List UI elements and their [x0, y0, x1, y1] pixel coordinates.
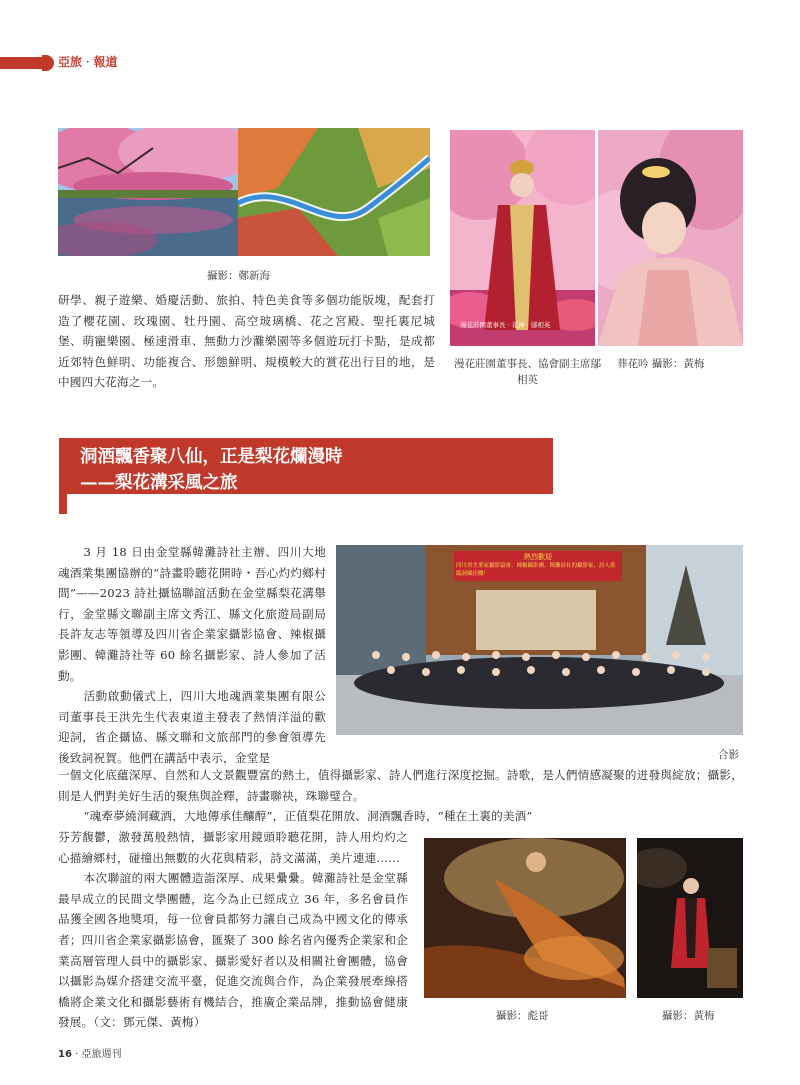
hanfu-portrait-photo [450, 130, 595, 346]
article-paragraph-2: 活動啟動儀式上，四川大地魂酒業集團有限公司董事長王洪先生代表東道主發表了熱情洋溢的歡迎詞，省企攝協、縣文聯和文旅部門的參會領導先後致詞祝賀。他們在講話中表示，金堂是 [58, 689, 326, 765]
article-column [58, 542, 326, 769]
article-paragraph-2-cont: 一個文化底蘊深厚、自然和人文景觀豐富的熱土，值得攝影家、詩人們進行深度挖掘。詩歌，是人們情感凝聚的迸發與綻放；攝影，則是人們對美好生活的聚焦與詮釋，詩畫聯袂，珠聯璧合。 [58, 768, 743, 803]
header-accent-tab [42, 55, 54, 71]
group-photo-sign-2: 四川省企業家攝影協會、辣椒攝影團、韓灘詩社的攝影家、詩人蒞臨洞藏佳釀！ [456, 563, 616, 577]
bottom-photo-caption-1: 攝影：彪哥 [496, 1010, 549, 1022]
article-paragraph-1: 3 月 18 日由金堂縣韓灘詩社主辦、四川大地魂酒業集團協辦的“詩畫聆聽花開時・吾心灼灼鄉村間”——2023 詩社攝協聯誼活動在金堂縣梨花溝舉行，金堂縣文聯副主席文秀江、縣文化旅遊局副局長許友志等領導及四川省企業家攝影協會、辣椒攝影團、韓灘詩社等 60 餘名攝影家、詩人參加了活動。 [58, 545, 326, 683]
article-bottom-column [58, 827, 408, 1033]
magazine-name: 亞旅週刊 [81, 1049, 122, 1060]
bottom-photo-caption-2: 攝影：黃梅 [662, 1010, 715, 1022]
page-number: 16 [58, 1049, 72, 1060]
cherry-lake-photo [58, 128, 238, 256]
column-name: 報道 [93, 55, 118, 69]
red-dress-portrait-photo [637, 838, 743, 998]
intro-paragraph-text: 研學、親子遊樂、婚慶活動、旅拍、特色美食等多個功能版塊，配套打造了櫻花園、玫瑰園、牡丹園、高空玻璃橋、花之宮殿、聖托裏尼城堡、萌寵樂園、極速滑車、無動力沙灘樂園等多個遊玩打卡點，是成都近郊特色鮮明、功能複合、形態鮮明、規模較大的賞花出行目的地，是中國四大花海之一。 [58, 293, 435, 390]
photo-overlay-text: 漫花莊園董事長 · 花神 · 鄔相英 [460, 321, 551, 329]
article-continuation [58, 765, 743, 827]
article-paragraph-4: 本次聯誼的兩大團體造詣深厚、成果纍纍。韓灘詩社是金堂縣最早成立的民間文學團體，迄今為止已經成立 36 年，多名會員作品獲全國各地獎項，每一位會員都努力讓自己成為中國文化的傳承者；四川省企業家攝影協會，匯聚了 300 餘名省內優秀企業家和企業高層管理人員中的攝影家、攝影愛好者以及相關社會團體，協會以攝影為媒介搭建交流平臺，促進交流與合作，為企業發展牽線搭橋將企業文化和攝影藝術有機結合，推廣企業品牌，推動協會健康發展。（文：鄧元傑、黃梅） [58, 871, 408, 1030]
header-accent-bar [0, 57, 42, 69]
liquor-pour-photo [424, 838, 626, 998]
page-footer [58, 1045, 121, 1060]
banner-subtitle: ——梨花溝采風之旅 [80, 473, 238, 493]
intro-paragraph [58, 290, 435, 393]
section-header [58, 53, 118, 70]
section-name: 亞旅 [58, 55, 83, 69]
footer-dot: · [75, 1049, 79, 1060]
banner-title: 洞酒飄香聚八仙，正是梨花爛漫時 [80, 447, 343, 467]
aerial-flower-fields-photo [238, 128, 430, 256]
right-photo-caption-2: 葬花吟 攝影：黃梅 [617, 358, 705, 370]
article-paragraph-3: “魂牽夢繞洞藏酒，大地傳承佳釀醇”，正值梨花開放、洞酒飄香時，“種在土裏的美酒” [83, 809, 533, 824]
burying-flowers-photo [598, 130, 743, 346]
right-photo-caption-1: 漫花莊園董事長、協會副主席鄔相英 [454, 358, 601, 386]
group-photo-caption: 合影 [718, 749, 739, 761]
section-dot: · [85, 55, 90, 69]
article-paragraph-3-cont: 芬芳馥鬱，激發萬般熱情，攝影家用鏡頭聆聽花開，詩人用灼灼之心描繪鄉村，碰撞出無數的火花與精彩，詩文滿滿，美片連連…… [58, 830, 408, 865]
top-left-photo-caption: 攝影：鄭新海 [207, 270, 270, 282]
group-photo-sign-1: 熱烈歡迎 [524, 553, 552, 561]
